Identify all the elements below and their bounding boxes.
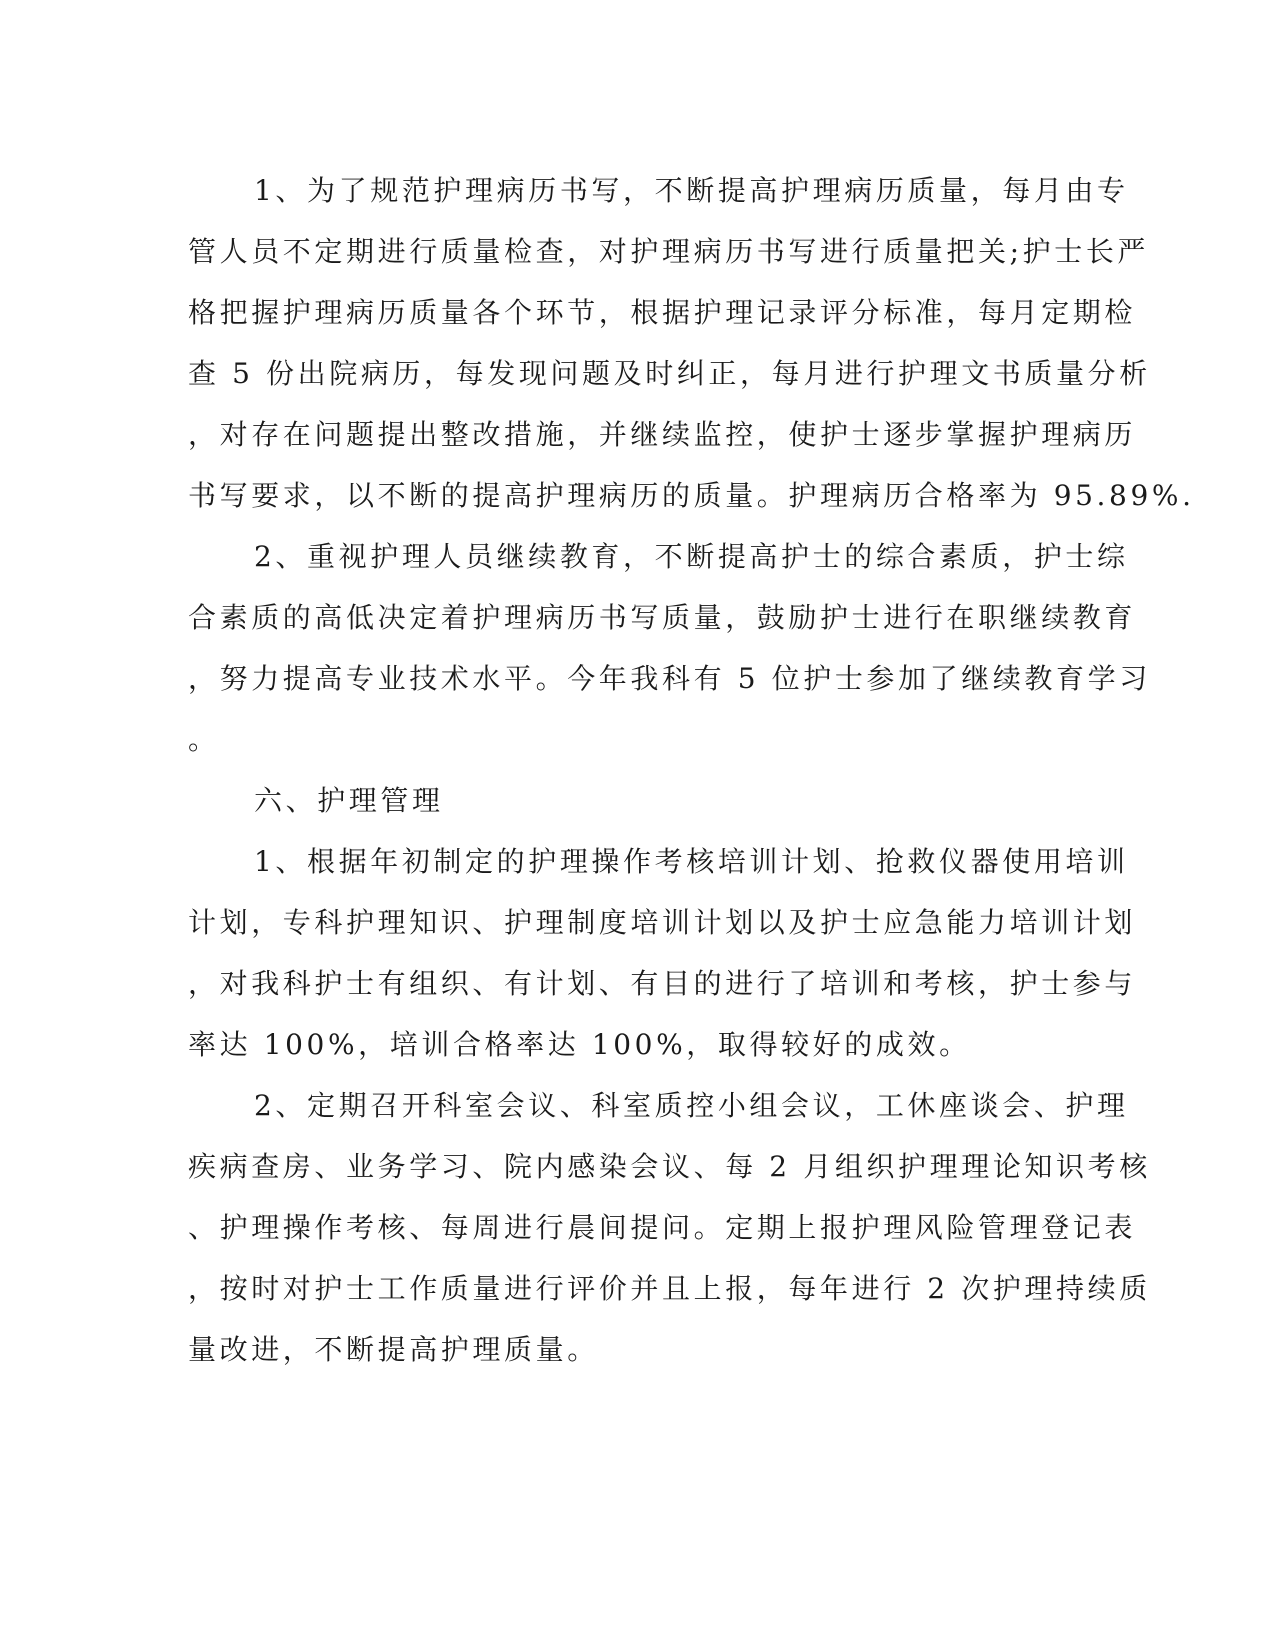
paragraph-1-line-4: 查 5 份出院病历，每发现问题及时纠正，每月进行护理文书质量分析 <box>188 357 1151 390</box>
paragraph-3-line-2: 计划，专科护理知识、护理制度培训计划以及护士应急能力培训计划 <box>188 906 1137 939</box>
paragraph-4-line-1: 2、定期召开科室会议、科室质控小组会议，工休座谈会、护理 <box>254 1089 1129 1122</box>
paragraph-4-line-2: 疾病查房、业务学习、院内感染会议、每 2 月组织护理理论知识考核 <box>188 1150 1151 1183</box>
paragraph-3-line-4: 率达 100%，培训合格率达 100%，取得较好的成效。 <box>188 1028 971 1061</box>
paragraph-2-line-4: 。 <box>188 723 220 756</box>
paragraph-4-line-3: 、护理操作考核、每周进行晨间提问。定期上报护理风险管理登记表 <box>188 1211 1137 1244</box>
paragraph-1-line-1: 1、为了规范护理病历书写，不断提高护理病历质量，每月由专 <box>254 174 1129 207</box>
paragraph-3-line-3: ，对我科护士有组织、有计划、有目的进行了培训和考核，护士参与 <box>188 967 1137 1000</box>
paragraph-2-line-3: ，努力提高专业技术水平。今年我科有 5 位护士参加了继续教育学习 <box>188 662 1151 695</box>
paragraph-2-line-1: 2、重视护理人员继续教育，不断提高护士的综合素质，护士综 <box>254 540 1129 573</box>
paragraph-4-line-5: 量改进，不断提高护理质量。 <box>188 1333 599 1366</box>
document-body <box>188 160 1195 1380</box>
paragraph-4-line-4: ，按时对护士工作质量进行评价并且上报，每年进行 2 次护理持续质 <box>188 1272 1151 1305</box>
paragraph-1-line-6: 书写要求，以不断的提高护理病历的质量。护理病历合格率为 95.89%. <box>188 479 1195 512</box>
paragraph-1-line-2: 管人员不定期进行质量检查，对护理病历书写进行质量把关;护士长严 <box>188 235 1150 268</box>
paragraph-1-line-3: 格把握护理病历质量各个环节，根据护理记录评分标准，每月定期检 <box>188 296 1137 329</box>
section-heading: 六、护理管理 <box>254 784 444 817</box>
paragraph-1-line-5: ，对存在问题提出整改措施，并继续监控，使护士逐步掌握护理病历 <box>188 418 1137 451</box>
paragraph-2-line-2: 合素质的高低决定着护理病历书写质量，鼓励护士进行在职继续教育 <box>188 601 1137 634</box>
paragraph-3-line-1: 1、根据年初制定的护理操作考核培训计划、抢救仪器使用培训 <box>254 845 1129 878</box>
